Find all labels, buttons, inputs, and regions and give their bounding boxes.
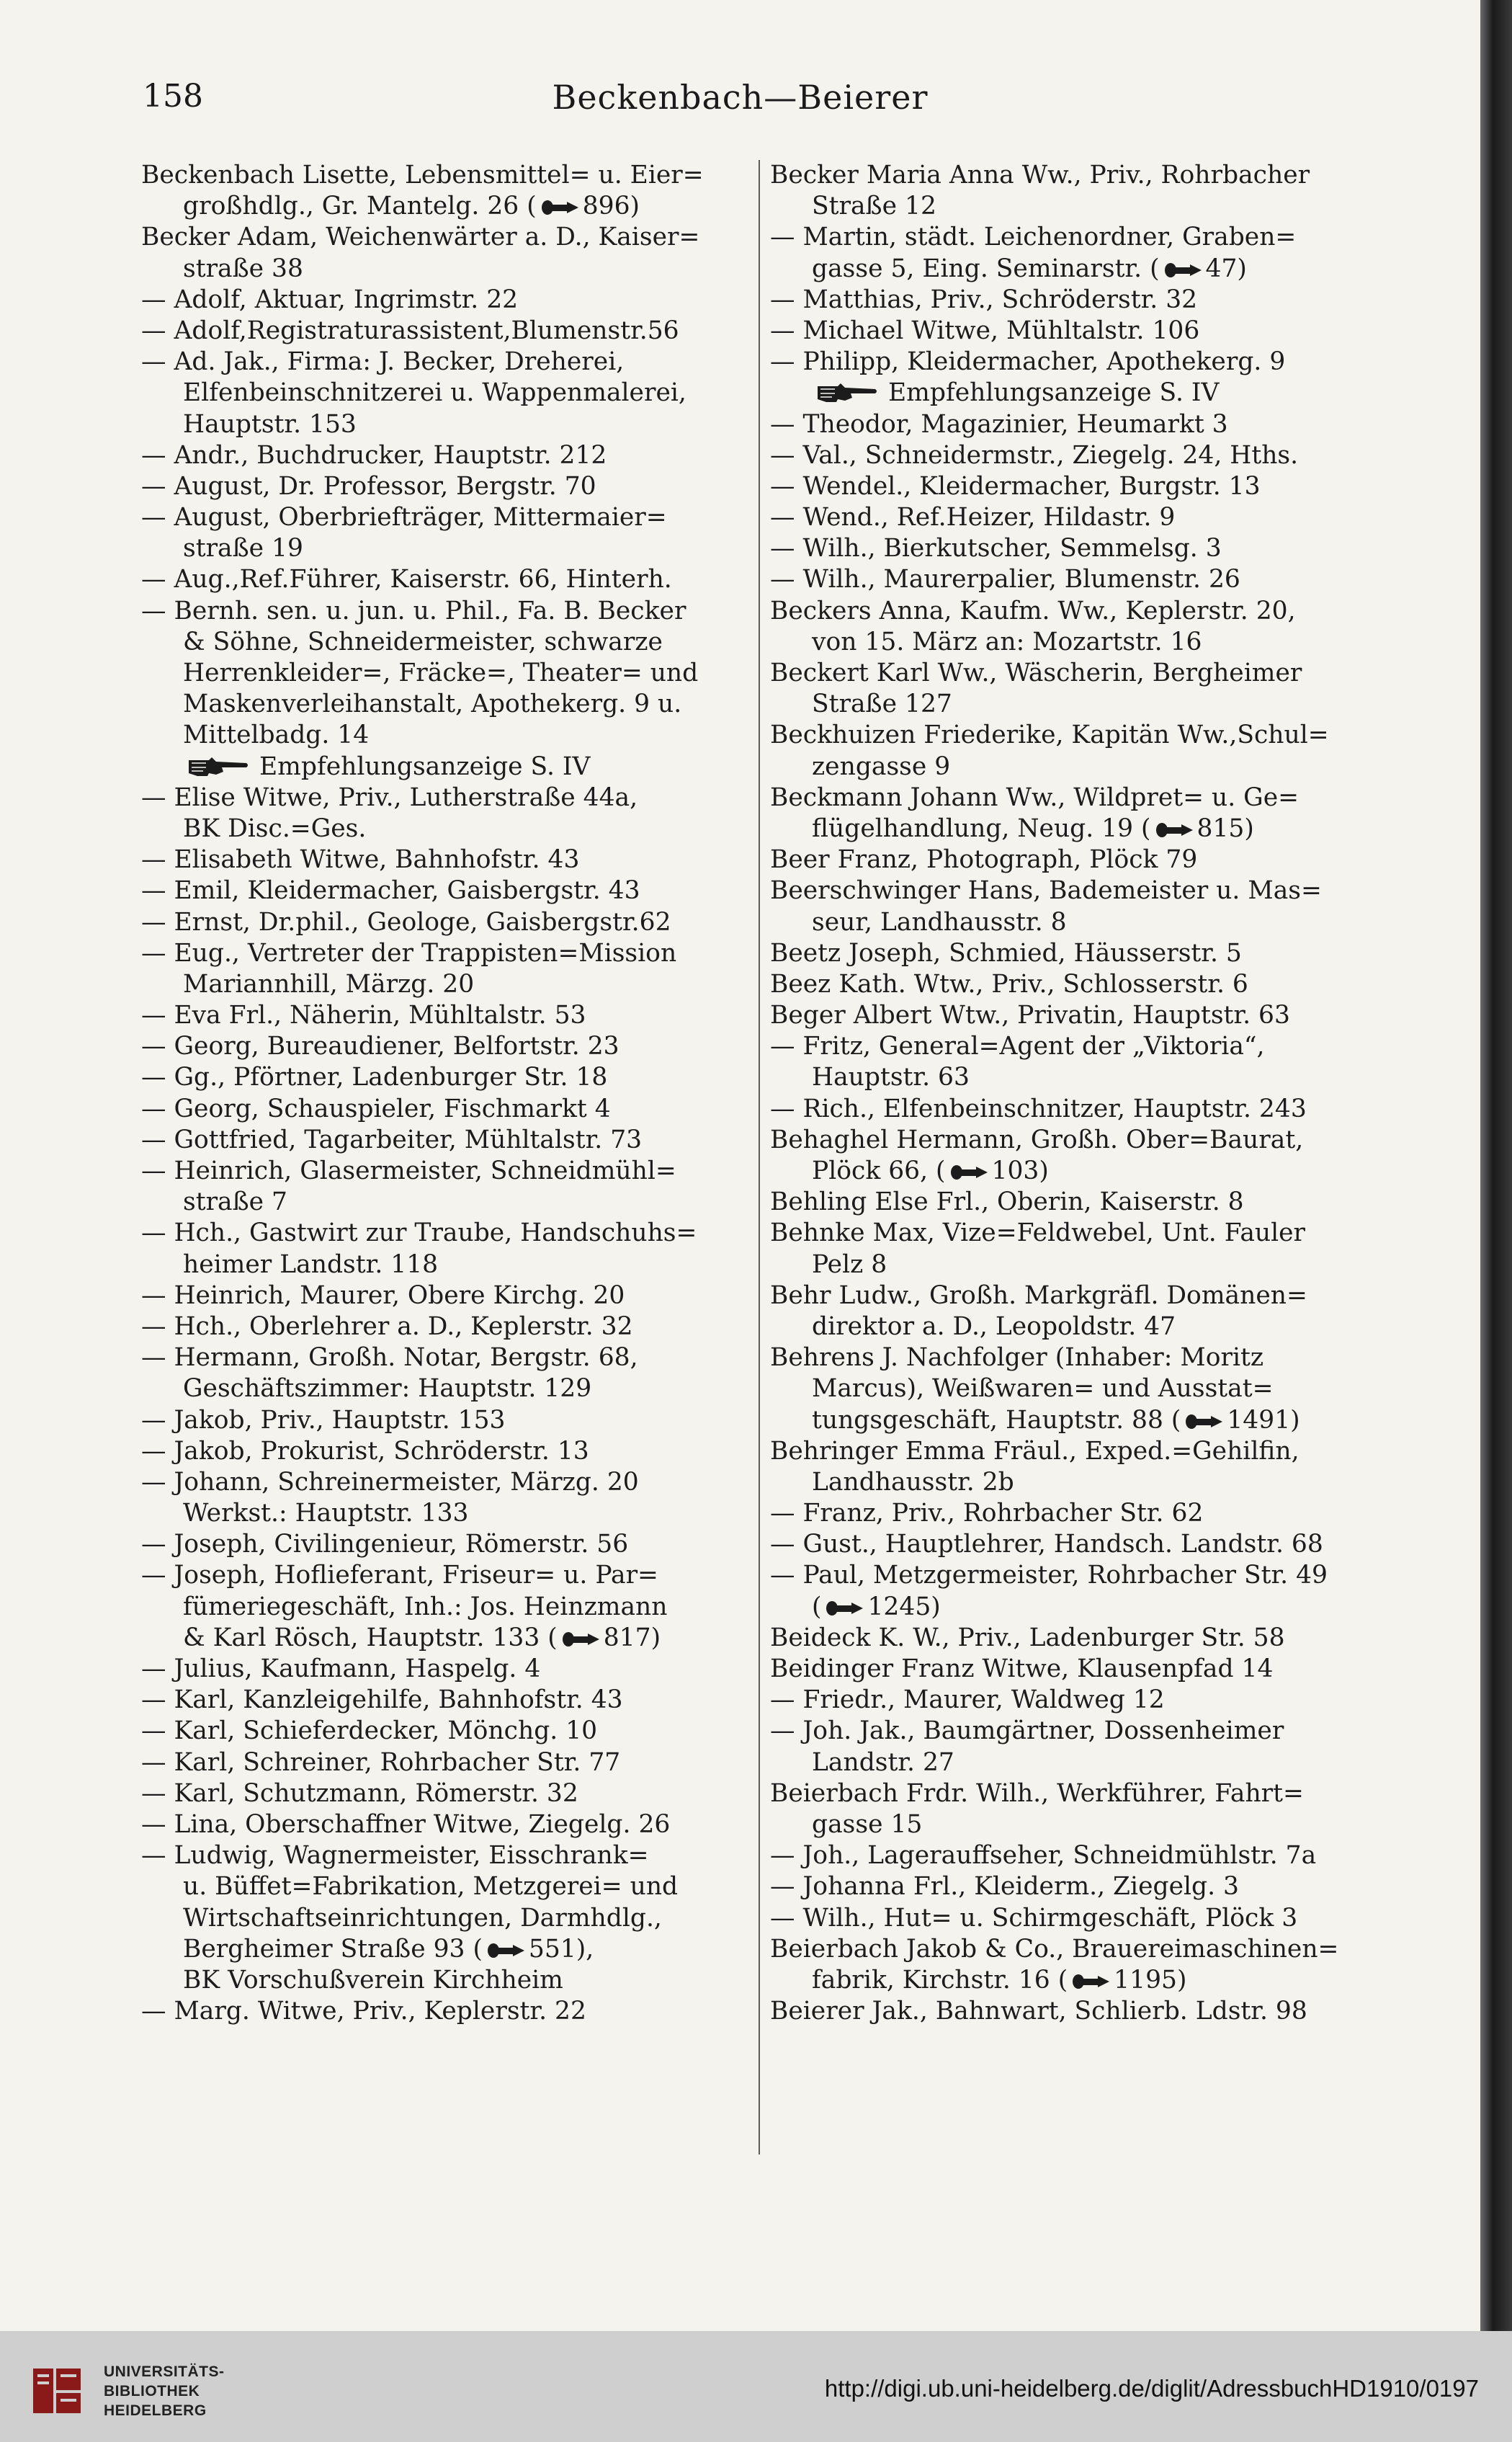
directory-entry: [770, 502, 1381, 533]
entry-continuation: [770, 1373, 1381, 1404]
entry-text: Straße 127: [812, 690, 952, 719]
entry-text: Wirtschaftseinrichtungen, Darmhdlg.,: [183, 1903, 662, 1933]
directory-entry: [770, 1498, 1381, 1529]
entry-continuation: [141, 409, 753, 440]
phone-number: 1245): [867, 1592, 941, 1621]
entry-continuation: [141, 689, 753, 720]
entry-continuation: [141, 378, 753, 409]
entry-text: — Michael Witwe, Mühltalstr. 106: [770, 316, 1200, 345]
entry-text: — Andr., Buchdrucker, Hauptstr. 212: [141, 440, 607, 470]
entry-continuation: [770, 1311, 1381, 1342]
entry-text: — Eug., Vertreter der Trappisten=Mission: [141, 938, 677, 968]
entry-text: — Hch., Gastwirt zur Traube, Handschuhs=: [141, 1218, 697, 1248]
entry-continuation: [770, 1156, 1381, 1187]
phone-number: 1491): [1227, 1405, 1300, 1435]
telephone-icon: [562, 1631, 601, 1647]
entry-text: — Georg, Bureaudiener, Belfortstr. 23: [141, 1032, 619, 1061]
entry-text: Mittelbadg. 14: [183, 721, 370, 750]
directory-entry: [141, 1311, 753, 1342]
directory-entry: [141, 1031, 753, 1062]
entry-text: — Ad. Jak., Firma: J. Becker, Dreherei,: [141, 347, 625, 377]
entry-text: Behaghel Hermann, Großh. Ober=Baurat,: [770, 1125, 1304, 1154]
entry-text: Beez Kath. Wtw., Priv., Schlosserstr. 6: [770, 969, 1248, 999]
directory-entry: [770, 1996, 1381, 2027]
entry-text: Behringer Emma Fräul., Exped.=Gehilfin,: [770, 1436, 1299, 1466]
entry-continuation: [141, 658, 753, 689]
entry-text: fabrik, Kirchstr. 16 (: [812, 1965, 1068, 1995]
directory-entry: [141, 1685, 753, 1716]
entry-text: — Julius, Kaufmann, Haspelg. 4: [141, 1654, 541, 1683]
entry-text: Behling Else Frl., Oberin, Kaiserstr. 8: [770, 1187, 1244, 1217]
entry-text: — Joh., Lagerauffseher, Schneidmühlstr. 7a: [770, 1841, 1317, 1871]
directory-entry: [141, 1405, 753, 1436]
entry-text: Marcus), Weißwaren= und Ausstat=: [812, 1374, 1274, 1404]
entry-text: — Bernh. sen. u. jun. u. Phil., Fa. B. Becker: [141, 596, 686, 625]
directory-entry: [141, 1809, 753, 1840]
entry-text: — Gg., Pförtner, Ladenburger Str. 18: [141, 1063, 608, 1092]
directory-entry: [141, 1062, 753, 1093]
entry-text: Herrenkleider=, Fräcke=, Theater= und: [183, 659, 699, 687]
entry-text: — Georg, Schauspieler, Fischmarkt 4: [141, 1094, 611, 1123]
entry-text: — Joseph, Hoflieferant, Friseur= u. Par=: [141, 1561, 658, 1590]
library-name: [104, 2362, 225, 2420]
entry-continuation: [770, 1249, 1381, 1280]
source-url[interactable]: http://digi.ub.uni-heidelberg.de/diglit/AdressbuchHD1910/0197: [824, 2375, 1479, 2402]
entry-text: Hauptstr. 63: [812, 1063, 970, 1092]
directory-entry: [770, 875, 1381, 906]
entry-text: Hauptstr. 153: [183, 409, 357, 439]
entry-text: — Karl, Kanzleigehilfe, Bahnhofstr. 43: [141, 1685, 623, 1715]
entry-continuation: [770, 254, 1381, 285]
entry-continuation: [141, 1623, 753, 1654]
directory-entry: [141, 1778, 753, 1809]
directory-entry: [141, 1218, 753, 1249]
directory-entry: [141, 1467, 753, 1498]
entry-text: — Hermann, Großh. Notar, Bergstr. 68,: [141, 1343, 638, 1373]
entry-continuation: [770, 1062, 1381, 1093]
entry-text: — Wilh., Maurerpalier, Blumenstr. 26: [770, 565, 1240, 594]
directory-entry: [770, 1778, 1381, 1809]
entry-text: Beckmann Johann Ww., Wildpret= u. Ge=: [770, 783, 1299, 812]
directory-entry: [770, 1436, 1381, 1467]
directory-entry: [770, 720, 1381, 751]
directory-entry: [141, 907, 753, 938]
page-header-title: Beckenbach—Beierer: [552, 78, 929, 117]
entry-text: — Karl, Schieferdecker, Mönchg. 10: [141, 1716, 598, 1746]
entry-continuation: [141, 627, 753, 658]
directory-entry: [770, 1031, 1381, 1062]
directory-entry: [770, 1125, 1381, 1156]
entry-text: Maskenverleihanstalt, Apothekerg. 9 u.: [183, 690, 682, 719]
entry-text: Beer Franz, Photograph, Plöck 79: [770, 845, 1198, 875]
directory-entry: [141, 316, 753, 347]
entry-text: flügelhandlung, Neug. 19 (: [812, 814, 1151, 843]
entry-continuation: [141, 969, 753, 1000]
telephone-icon: [950, 1164, 989, 1180]
entry-continuation: [141, 1249, 753, 1280]
entry-text: — Heinrich, Glasermeister, Schneidmühl=: [141, 1157, 676, 1185]
entry-text: — Karl, Schreiner, Rohrbacher Str. 77: [141, 1747, 621, 1777]
logo-line: BIBLIOTHEK: [104, 2382, 200, 2399]
entry-text: Landstr. 27: [812, 1747, 954, 1777]
entry-continuation: [141, 191, 753, 222]
phone-number: 103): [991, 1157, 1049, 1185]
directory-entry: [770, 471, 1381, 502]
entry-text: — Matthias, Priv., Schröderstr. 32: [770, 285, 1198, 314]
entry-text: seur, Landhausstr. 8: [812, 907, 1067, 937]
entry-text: — Johann, Schreinermeister, Märzg. 20: [141, 1467, 639, 1497]
entry-text: — Wilh., Bierkutscher, Semmelsg. 3: [770, 534, 1222, 563]
directory-entry: [770, 440, 1381, 471]
entry-text: Behrens J. Nachfolger (Inhaber: Moritz: [770, 1343, 1264, 1373]
directory-entry: [770, 316, 1381, 347]
directory-entry: [141, 596, 753, 627]
directory-entry: [770, 1654, 1381, 1685]
entry-text: Behr Ludw., Großh. Markgräfl. Domänen=: [770, 1280, 1307, 1310]
entry-text: fümeriegeschäft, Inh.: Jos. Heinzmann: [183, 1592, 668, 1621]
directory-entry: [141, 1840, 753, 1871]
directory-entry: [141, 564, 753, 595]
entry-text: (: [812, 1592, 822, 1621]
telephone-icon: [487, 1943, 526, 1958]
entry-text: heimer Landstr. 118: [183, 1249, 439, 1279]
entry-text: großhdlg., Gr. Mantelg. 26 (: [183, 192, 537, 221]
entry-text: — Gust., Hauptlehrer, Handsch. Landstr. 68: [770, 1530, 1323, 1559]
entry-continuation: [141, 1187, 753, 1218]
entry-text: — Marg. Witwe, Priv., Keplerstr. 22: [141, 1997, 586, 2026]
left-column: [141, 160, 753, 2027]
entry-text: — Emil, Kleidermacher, Gaisbergstr. 43: [141, 876, 640, 906]
directory-entry: [770, 783, 1381, 814]
directory-entry: [770, 1623, 1381, 1654]
entry-text: — Paul, Metzgermeister, Rohrbacher Str. 49: [770, 1561, 1328, 1590]
book-edge: [1480, 0, 1512, 2331]
entry-continuation: [770, 907, 1381, 938]
entry-text: Empfehlungsanzeige S. IV: [259, 752, 591, 781]
directory-entry: [770, 1716, 1381, 1747]
entry-text: — Jakob, Prokurist, Schröderstr. 13: [141, 1436, 589, 1466]
entry-text: — Joh. Jak., Baumgärtner, Dossenheimer: [770, 1716, 1284, 1746]
entry-continuation: [770, 191, 1381, 222]
phone-number: 551),: [528, 1934, 594, 1964]
entry-text: — Eva Frl., Näherin, Mühltalstr. 53: [141, 1001, 586, 1030]
directory-entry: [770, 1934, 1381, 1965]
entry-text: u. Büffet=Fabrikation, Metzgerei= und: [183, 1872, 679, 1902]
entry-text: Geschäftszimmer: Hauptstr. 129: [183, 1374, 592, 1404]
entry-continuation: [141, 1965, 753, 1996]
phone-number: 896): [582, 192, 640, 221]
entry-text: Beger Albert Wtw., Privatin, Hauptstr. 63: [770, 1001, 1290, 1030]
entry-text: straße 19: [183, 534, 303, 563]
entry-text: gasse 15: [812, 1809, 923, 1839]
directory-entry: [141, 783, 753, 814]
entry-text: Beckenbach Lisette, Lebensmittel= u. Eier=: [141, 161, 704, 190]
entry-text: — Jakob, Priv., Hauptstr. 153: [141, 1405, 506, 1435]
entry-continuation: [141, 254, 753, 285]
directory-entry: [770, 969, 1381, 1000]
entry-text: — Joseph, Civilingenieur, Römerstr. 56: [141, 1530, 629, 1559]
directory-entry: [770, 1903, 1381, 1934]
entry-text: Pelz 8: [812, 1249, 887, 1279]
entry-text: Landhausstr. 2b: [812, 1467, 1014, 1497]
entry-text: Beideck K. W., Priv., Ladenburger Str. 58: [770, 1623, 1285, 1652]
entry-text: tungsgeschäft, Hauptstr. 88 (: [812, 1405, 1181, 1435]
entry-text: gasse 5, Eing. Seminarstr. (: [812, 254, 1160, 283]
entry-text: straße 7: [183, 1187, 288, 1217]
entry-text: Beierer Jak., Bahnwart, Schlierb. Ldstr. 98: [770, 1997, 1307, 2026]
entry-text: Mariannhill, Märzg. 20: [183, 969, 475, 999]
entry-text: Becker Maria Anna Ww., Priv., Rohrbacher: [770, 161, 1310, 190]
phone-number: 817): [603, 1623, 661, 1652]
pointing-hand-icon: [187, 756, 249, 777]
telephone-icon: [826, 1600, 864, 1616]
entry-continuation: [141, 1592, 753, 1623]
directory-entry: [141, 1125, 753, 1156]
pointing-hand-icon: [816, 382, 878, 404]
entry-continuation: [770, 814, 1381, 845]
entry-text: Beckert Karl Ww., Wäscherin, Bergheimer: [770, 659, 1302, 687]
entry-continuation: [141, 814, 753, 845]
entry-continuation: [141, 1871, 753, 1902]
entry-text: — Elisabeth Witwe, Bahnhofstr. 43: [141, 845, 580, 875]
entry-text: Becker Adam, Weichenwärter a. D., Kaiser=: [141, 223, 700, 252]
entry-text: — Fritz, General=Agent der „Viktoria“,: [770, 1032, 1265, 1061]
directory-entry: [141, 1436, 753, 1467]
directory-entry: [141, 1000, 753, 1031]
directory-entry: [141, 285, 753, 316]
entry-continuation: [770, 1809, 1381, 1840]
entry-text: — Gottfried, Tagarbeiter, Mühltalstr. 73: [141, 1125, 643, 1154]
directory-entry: [141, 160, 753, 191]
directory-entry: [141, 502, 753, 533]
entry-continuation: [770, 1405, 1381, 1436]
entry-text: direktor a. D., Leopoldstr. 47: [812, 1311, 1176, 1341]
phone-number: 815): [1196, 814, 1254, 843]
telephone-icon: [1155, 822, 1194, 838]
directory-entry: [770, 160, 1381, 191]
directory-entry: [770, 1529, 1381, 1560]
directory-entry: [141, 1280, 753, 1311]
directory-entry: [141, 1747, 753, 1778]
entry-text: — Val., Schneidermstr., Ziegelg. 24, Hths.: [770, 440, 1299, 470]
directory-entry: [770, 1094, 1381, 1125]
entry-text: Beierbach Frdr. Wilh., Werkführer, Fahrt=: [770, 1778, 1304, 1808]
entry-text: — Johanna Frl., Kleiderm., Ziegelg. 3: [770, 1872, 1239, 1902]
directory-entry: [770, 845, 1381, 875]
directory-entry: [770, 1000, 1381, 1031]
directory-entry: [770, 1342, 1381, 1373]
directory-entry: [141, 845, 753, 875]
directory-entry: [770, 1280, 1381, 1311]
column-divider: [759, 160, 760, 2154]
entry-text: — Adolf,Registraturassistent,Blumenstr.56: [141, 316, 679, 345]
entry-text: Empfehlungsanzeige S. IV: [888, 378, 1220, 408]
advertisement-reference: [141, 752, 753, 783]
phone-number: 47): [1205, 254, 1247, 283]
entry-text: Beckers Anna, Kaufm. Ww., Keplerstr. 20,: [770, 596, 1296, 625]
directory-entry: [770, 409, 1381, 440]
entry-continuation: [141, 533, 753, 564]
entry-text: — Heinrich, Maurer, Obere Kirchg. 20: [141, 1280, 625, 1310]
directory-entry: [141, 1654, 753, 1685]
directory-entry: [141, 1156, 753, 1187]
right-column: [770, 160, 1381, 2027]
entry-text: — Aug.,Ref.Führer, Kaiserstr. 66, Hinterh.: [141, 565, 672, 594]
directory-entry: [770, 285, 1381, 316]
directory-entry: [770, 533, 1381, 564]
entry-text: Elfenbeinschnitzerei u. Wappenmalerei,: [183, 378, 686, 408]
entry-text: BK Disc.=Ges.: [183, 814, 367, 843]
telephone-icon: [1164, 262, 1203, 278]
directory-entry: [141, 1529, 753, 1560]
directory-entry: [770, 222, 1381, 253]
entry-text: Beierbach Jakob & Co., Brauereimaschinen=: [770, 1934, 1339, 1964]
entry-text: — Hch., Oberlehrer a. D., Keplerstr. 32: [141, 1311, 633, 1341]
entry-text: straße 38: [183, 254, 303, 283]
entry-continuation: [770, 752, 1381, 783]
entry-continuation: [141, 1934, 753, 1965]
entry-text: — Ernst, Dr.phil., Geologe, Gaisbergstr.62: [141, 907, 671, 937]
entry-continuation: [770, 1965, 1381, 1996]
entry-text: — Friedr., Maurer, Waldweg 12: [770, 1685, 1165, 1715]
telephone-icon: [1072, 1974, 1111, 1989]
directory-entry: [141, 875, 753, 906]
entry-continuation: [141, 720, 753, 751]
entry-continuation: [141, 1903, 753, 1934]
entry-text: — August, Dr. Professor, Bergstr. 70: [141, 471, 596, 501]
entry-continuation: [141, 1498, 753, 1529]
entry-text: Plöck 66, (: [812, 1157, 946, 1185]
entry-text: — Philipp, Kleidermacher, Apothekerg. 9: [770, 347, 1286, 377]
phone-number: 1195): [1114, 1965, 1187, 1995]
entry-text: zengasse 9: [812, 752, 951, 781]
telephone-icon: [1185, 1414, 1224, 1430]
directory-entry: [770, 347, 1381, 378]
directory-entry: [770, 1560, 1381, 1591]
entry-text: von 15. März an: Mozartstr. 16: [812, 627, 1202, 656]
entry-text: — Rich., Elfenbeinschnitzer, Hauptstr. 243: [770, 1094, 1307, 1123]
entry-text: — Wendel., Kleidermacher, Burgstr. 13: [770, 471, 1261, 501]
directory-entry: [141, 938, 753, 969]
entry-text: Beerschwinger Hans, Bademeister u. Mas=: [770, 876, 1322, 906]
entry-text: — Karl, Schutzmann, Römerstr. 32: [141, 1778, 578, 1808]
entry-continuation: [770, 1747, 1381, 1778]
advertisement-reference: [770, 378, 1381, 409]
entry-text: Behnke Max, Vize=Feldwebel, Unt. Fauler: [770, 1218, 1306, 1248]
entry-text: Beidinger Franz Witwe, Klausenpfad 14: [770, 1654, 1274, 1683]
entry-text: Werkst.: Hauptstr. 133: [183, 1499, 469, 1528]
directory-entry: [770, 596, 1381, 627]
directory-entry: [770, 938, 1381, 969]
entry-text: — Elise Witwe, Priv., Lutherstraße 44a,: [141, 783, 638, 812]
entry-text: — Franz, Priv., Rohrbacher Str. 62: [770, 1499, 1204, 1528]
entry-text: — August, Oberbriefträger, Mittermaier=: [141, 503, 667, 532]
entry-text: — Ludwig, Wagnermeister, Eisschrank=: [141, 1841, 649, 1871]
page-number: 158: [143, 78, 203, 115]
directory-entry: [770, 1187, 1381, 1218]
university-library-logo: [29, 2363, 85, 2419]
entry-continuation: [770, 1467, 1381, 1498]
directory-entry: [141, 222, 753, 253]
directory-entry: [770, 1871, 1381, 1902]
entry-text: — Martin, städt. Leichenordner, Graben=: [770, 223, 1297, 252]
entry-text: & Söhne, Schneidermeister, schwarze: [183, 627, 663, 656]
entry-text: — Theodor, Magazinier, Heumarkt 3: [770, 409, 1228, 439]
entry-text: Beetz Joseph, Schmied, Häusserstr. 5: [770, 938, 1242, 968]
entry-continuation: [770, 627, 1381, 658]
logo-line: UNIVERSITÄTS-: [104, 2363, 225, 2380]
entry-text: — Wend., Ref.Heizer, Hildastr. 9: [770, 503, 1176, 532]
entry-text: — Adolf, Aktuar, Ingrimstr. 22: [141, 285, 519, 314]
entry-text: Bergheimer Straße 93 (: [183, 1934, 483, 1964]
entry-text: — Wilh., Hut= u. Schirmgeschäft, Plöck 3: [770, 1903, 1298, 1933]
entry-continuation: [770, 689, 1381, 720]
directory-entry: [770, 658, 1381, 689]
entry-continuation: [770, 1592, 1381, 1623]
entry-text: — Lina, Oberschaffner Witwe, Ziegelg. 26: [141, 1809, 671, 1839]
entry-text: Straße 12: [812, 192, 936, 221]
directory-entry: [770, 1218, 1381, 1249]
directory-entry: [141, 1716, 753, 1747]
entry-text: Beckhuizen Friederike, Kapitän Ww.,Schul=: [770, 721, 1329, 750]
entry-text: & Karl Rösch, Hauptstr. 133 (: [183, 1623, 558, 1652]
entry-text: BK Vorschußverein Kirchheim: [183, 1965, 563, 1995]
directory-entry: [770, 564, 1381, 595]
directory-entry: [770, 1685, 1381, 1716]
entry-continuation: [141, 1373, 753, 1404]
directory-entry: [141, 347, 753, 378]
logo-line: HEIDELBERG: [104, 2402, 207, 2419]
directory-entry: [770, 1840, 1381, 1871]
directory-entry: [141, 440, 753, 471]
library-logo-block: [29, 2355, 225, 2427]
directory-entry: [141, 1996, 753, 2027]
directory-entry: [141, 471, 753, 502]
telephone-icon: [541, 200, 580, 215]
directory-entry: [141, 1094, 753, 1125]
directory-entry: [141, 1560, 753, 1591]
directory-entry: [141, 1342, 753, 1373]
